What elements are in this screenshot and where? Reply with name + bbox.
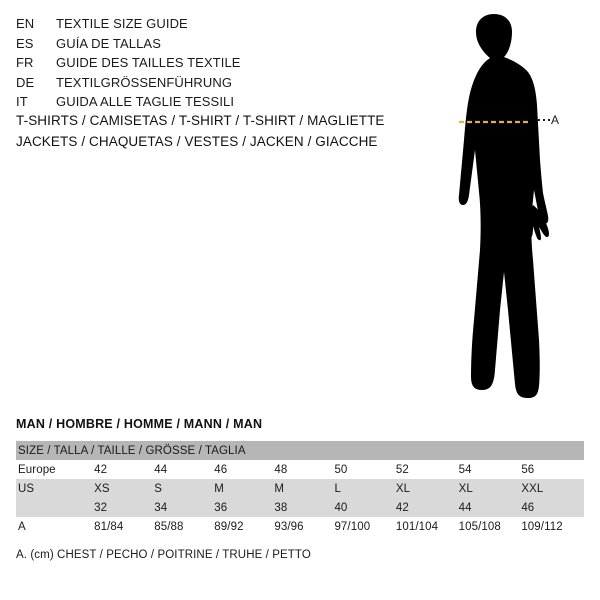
cell: XS [94, 479, 154, 498]
cell: 32 [94, 498, 154, 517]
measure-marker-dots [538, 115, 550, 125]
cell: 52 [396, 460, 459, 479]
row-label: US [16, 479, 94, 498]
category-block [16, 110, 416, 152]
cell: 44 [459, 498, 522, 517]
cell: 42 [396, 498, 459, 517]
language-code: IT [16, 94, 28, 109]
cell: 50 [334, 460, 395, 479]
cell: 81/84 [94, 517, 154, 536]
cell: 34 [154, 498, 214, 517]
cell: 48 [274, 460, 334, 479]
cell: 46 [521, 498, 584, 517]
category-line-jackets: JACKETS / CHAQUETAS / VESTES / JACKEN / GIACCHE [16, 134, 378, 149]
language-row [16, 92, 396, 112]
cell: 42 [94, 460, 154, 479]
cell: 44 [154, 460, 214, 479]
language-row [16, 14, 396, 34]
language-row [16, 34, 396, 54]
language-code: DE [16, 74, 35, 90]
cell: 109/112 [521, 517, 584, 536]
cell: 40 [334, 498, 395, 517]
table-group-title: MAN / HOMBRE / HOMME / MANN / MAN [16, 417, 263, 431]
cell: 97/100 [334, 517, 395, 536]
language-text: GUIDA ALLE TAGLIE TESSILI [56, 94, 235, 109]
table-row [16, 517, 584, 536]
size-table [16, 441, 584, 536]
row-label: Europe [16, 460, 94, 479]
cell: M [274, 479, 334, 498]
figure-illustration [400, 10, 600, 410]
table-row [16, 460, 584, 479]
measure-marker-label: A [551, 113, 560, 127]
language-text: TEXTILE SIZE GUIDE [56, 16, 188, 31]
cell: 38 [274, 498, 334, 517]
cell: 105/108 [459, 517, 522, 536]
language-row [16, 73, 396, 93]
table-row [16, 479, 584, 498]
cell: 93/96 [274, 517, 334, 536]
table-footnote: A. (cm) CHEST / PECHO / POITRINE / TRUHE / PETTO [16, 549, 311, 561]
category-line-tshirts: T-SHIRTS / CAMISETAS / T-SHIRT / T-SHIRT / MAGLIETTE [16, 113, 385, 128]
cell: 89/92 [214, 517, 274, 536]
language-text: GUIDE DES TAILLES TEXTILE [56, 55, 241, 70]
cell: 56 [521, 460, 584, 479]
language-guide-block [16, 14, 396, 112]
cell: L [334, 479, 395, 498]
cell: M [214, 479, 274, 498]
cell: 54 [459, 460, 522, 479]
table-header-label: SIZE / TALLA / TAILLE / GRÖSSE / TAGLIA [16, 441, 584, 460]
cell: XL [396, 479, 459, 498]
male-silhouette-icon [400, 10, 600, 410]
cell: XXL [521, 479, 584, 498]
language-code: EN [16, 16, 35, 31]
row-label [16, 498, 94, 517]
cell: 101/104 [396, 517, 459, 536]
language-code: FR [16, 55, 34, 70]
cell: S [154, 479, 214, 498]
language-text: TEXTILGRÖSSENFÜHRUNG [56, 74, 233, 90]
language-text: GUÍA DE TALLAS [56, 35, 161, 51]
cell: 36 [214, 498, 274, 517]
cell: 85/88 [154, 517, 214, 536]
cell: XL [459, 479, 522, 498]
row-label: A [16, 517, 94, 536]
table-row [16, 498, 584, 517]
cell: 46 [214, 460, 274, 479]
table-header-row [16, 441, 584, 460]
language-code: ES [16, 35, 34, 51]
language-row [16, 53, 396, 73]
